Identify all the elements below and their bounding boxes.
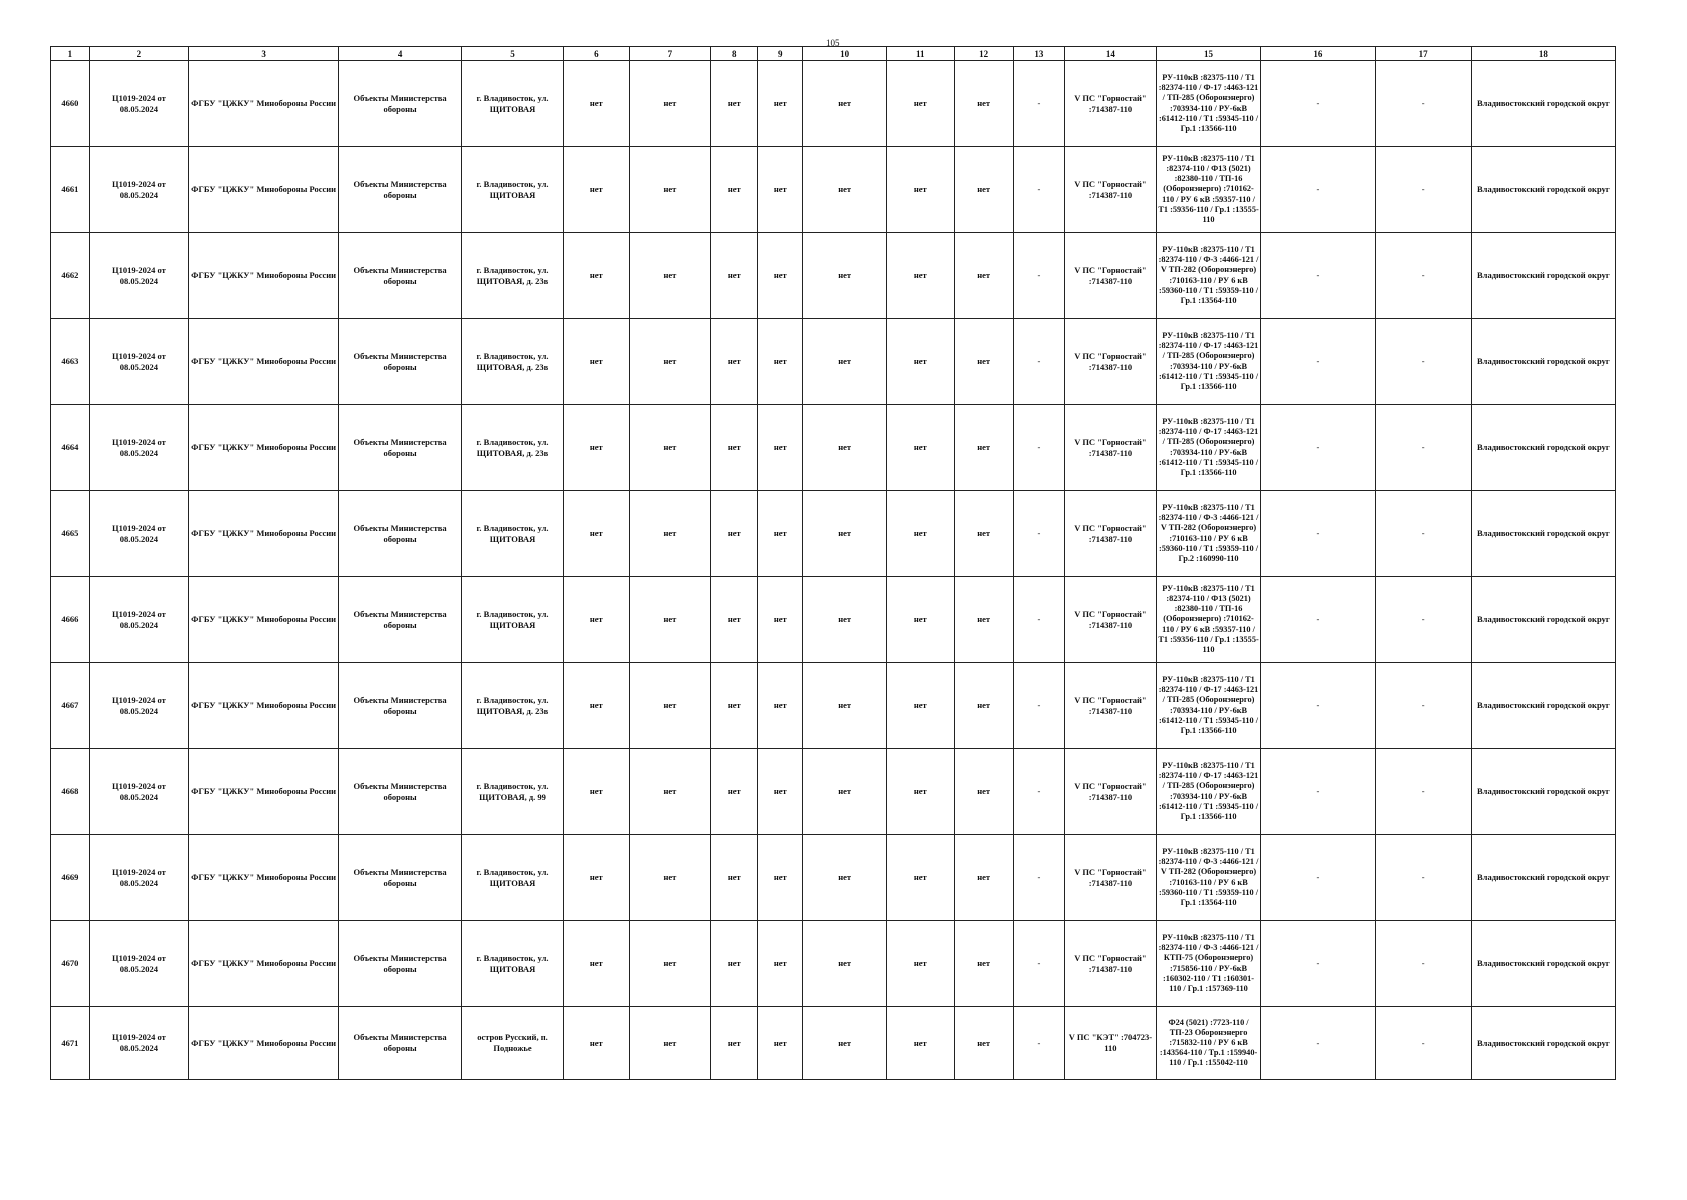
col-9-cell: нет [758, 835, 803, 921]
col-9-cell: нет [758, 233, 803, 319]
col-12-cell: нет [954, 577, 1013, 663]
col-8-cell: нет [711, 749, 758, 835]
municipality-cell: Владивостокский городской округ [1471, 577, 1615, 663]
col-17-cell: - [1375, 921, 1471, 1007]
col-7-cell: нет [629, 1007, 711, 1080]
document-number-cell: Ц1019-2024 от 08.05.2024 [89, 147, 188, 233]
object-name-cell: Объекты Министерства обороны [339, 61, 462, 147]
address-cell: г. Владивосток, ул. ЩИТОВАЯ, д. 23в [461, 405, 563, 491]
applicant-cell: ФГБУ "ЦЖКУ" Минобороны России [188, 577, 338, 663]
row-number-cell: 4661 [51, 147, 90, 233]
table-row [51, 61, 1616, 147]
row-number-cell: 4667 [51, 663, 90, 749]
table-row [51, 147, 1616, 233]
row-number-cell: 4669 [51, 835, 90, 921]
col-11-cell: нет [887, 835, 954, 921]
address-cell: остров Русский, п. Подножье [461, 1007, 563, 1080]
column-header: 13 [1013, 47, 1064, 61]
col-12-cell: нет [954, 61, 1013, 147]
col-13-cell: - [1013, 1007, 1064, 1080]
table-row [51, 233, 1616, 319]
connection-path-cell: РУ-110кВ :82375-110 / Т1 :82374-110 / Ф-3 :4466-121 / V ТП-282 (Оборонэнерго) :710163-110 / РУ 6 кВ :59360-110 / Т1 :59359-110 / Гр.1 :13564-110 [1156, 233, 1260, 319]
column-header: 10 [803, 47, 887, 61]
col-6-cell: нет [564, 921, 629, 1007]
col-12-cell: нет [954, 233, 1013, 319]
applicant-cell: ФГБУ "ЦЖКУ" Минобороны России [188, 663, 338, 749]
substation-cell: V ПС "Горностай" :714387-110 [1064, 319, 1156, 405]
document-number-cell: Ц1019-2024 от 08.05.2024 [89, 1007, 188, 1080]
col-12-cell: нет [954, 405, 1013, 491]
col-10-cell: нет [803, 1007, 887, 1080]
col-7-cell: нет [629, 749, 711, 835]
col-16-cell: - [1261, 491, 1375, 577]
col-13-cell: - [1013, 491, 1064, 577]
col-16-cell: - [1261, 1007, 1375, 1080]
col-13-cell: - [1013, 921, 1064, 1007]
document-number-cell: Ц1019-2024 от 08.05.2024 [89, 319, 188, 405]
address-cell: г. Владивосток, ул. ЩИТОВАЯ [461, 61, 563, 147]
col-8-cell: нет [711, 921, 758, 1007]
substation-cell: V ПС "Горностай" :714387-110 [1064, 491, 1156, 577]
object-name-cell: Объекты Министерства обороны [339, 233, 462, 319]
municipality-cell: Владивостокский городской округ [1471, 921, 1615, 1007]
connection-path-cell: РУ-110кВ :82375-110 / Т1 :82374-110 / Ф-17 :4463-121 / ТП-285 (Оборонэнерго) :703934-110 / РУ-6кВ :61412-110 / Т1 :59345-110 / Гр.1 :13566-110 [1156, 319, 1260, 405]
col-6-cell: нет [564, 663, 629, 749]
column-header: 15 [1156, 47, 1260, 61]
municipality-cell: Владивостокский городской округ [1471, 835, 1615, 921]
col-7-cell: нет [629, 233, 711, 319]
object-name-cell: Объекты Министерства обороны [339, 577, 462, 663]
table-row [51, 1007, 1616, 1080]
col-12-cell: нет [954, 663, 1013, 749]
col-12-cell: нет [954, 835, 1013, 921]
col-10-cell: нет [803, 577, 887, 663]
address-cell: г. Владивосток, ул. ЩИТОВАЯ, д. 23в [461, 319, 563, 405]
applicant-cell: ФГБУ "ЦЖКУ" Минобороны России [188, 1007, 338, 1080]
applicant-cell: ФГБУ "ЦЖКУ" Минобороны России [188, 835, 338, 921]
substation-cell: V ПС "КЭТ" :704723-110 [1064, 1007, 1156, 1080]
col-11-cell: нет [887, 577, 954, 663]
col-11-cell: нет [887, 663, 954, 749]
col-7-cell: нет [629, 835, 711, 921]
municipality-cell: Владивостокский городской округ [1471, 663, 1615, 749]
col-10-cell: нет [803, 147, 887, 233]
address-cell: г. Владивосток, ул. ЩИТОВАЯ [461, 147, 563, 233]
connection-path-cell: РУ-110кВ :82375-110 / Т1 :82374-110 / Ф-17 :4463-121 / ТП-285 (Оборонэнерго) :703934-110 / РУ-6кВ :61412-110 / Т1 :59345-110 / Гр.1 :13566-110 [1156, 749, 1260, 835]
municipality-cell: Владивостокский городской округ [1471, 147, 1615, 233]
document-number-cell: Ц1019-2024 от 08.05.2024 [89, 405, 188, 491]
col-6-cell: нет [564, 147, 629, 233]
col-9-cell: нет [758, 749, 803, 835]
col-17-cell: - [1375, 1007, 1471, 1080]
row-number-cell: 4665 [51, 491, 90, 577]
col-13-cell: - [1013, 663, 1064, 749]
col-7-cell: нет [629, 577, 711, 663]
column-header: 2 [89, 47, 188, 61]
col-7-cell: нет [629, 147, 711, 233]
col-12-cell: нет [954, 319, 1013, 405]
object-name-cell: Объекты Министерства обороны [339, 1007, 462, 1080]
column-header: 5 [461, 47, 563, 61]
col-6-cell: нет [564, 319, 629, 405]
col-7-cell: нет [629, 405, 711, 491]
row-number-cell: 4670 [51, 921, 90, 1007]
object-name-cell: Объекты Министерства обороны [339, 147, 462, 233]
col-7-cell: нет [629, 61, 711, 147]
col-11-cell: нет [887, 1007, 954, 1080]
applicant-cell: ФГБУ "ЦЖКУ" Минобороны России [188, 405, 338, 491]
connection-path-cell: РУ-110кВ :82375-110 / Т1 :82374-110 / Ф-17 :4463-121 / ТП-285 (Оборонэнерго) :703934-110 / РУ-6кВ :61412-110 / Т1 :59345-110 / Гр.1 :13566-110 [1156, 405, 1260, 491]
connection-path-cell: РУ-110кВ :82375-110 / Т1 :82374-110 / Ф13 (5021) :82380-110 / ТП-16 (Оборонэнерго) :710162-110 / РУ 6 кВ :59357-110 / Т1 :59356-110 / Гр.1 :13555-110 [1156, 577, 1260, 663]
col-11-cell: нет [887, 405, 954, 491]
row-number-cell: 4660 [51, 61, 90, 147]
col-6-cell: нет [564, 491, 629, 577]
col-6-cell: нет [564, 749, 629, 835]
col-17-cell: - [1375, 319, 1471, 405]
col-17-cell: - [1375, 749, 1471, 835]
col-8-cell: нет [711, 491, 758, 577]
col-16-cell: - [1261, 405, 1375, 491]
table-row [51, 921, 1616, 1007]
applicant-cell: ФГБУ "ЦЖКУ" Минобороны России [188, 921, 338, 1007]
col-6-cell: нет [564, 1007, 629, 1080]
substation-cell: V ПС "Горностай" :714387-110 [1064, 405, 1156, 491]
col-7-cell: нет [629, 491, 711, 577]
col-11-cell: нет [887, 233, 954, 319]
row-number-cell: 4671 [51, 1007, 90, 1080]
col-6-cell: нет [564, 577, 629, 663]
column-header: 17 [1375, 47, 1471, 61]
col-11-cell: нет [887, 921, 954, 1007]
col-16-cell: - [1261, 749, 1375, 835]
substation-cell: V ПС "Горностай" :714387-110 [1064, 749, 1156, 835]
registry-table [50, 46, 1616, 1080]
col-17-cell: - [1375, 663, 1471, 749]
col-16-cell: - [1261, 319, 1375, 405]
substation-cell: V ПС "Горностай" :714387-110 [1064, 921, 1156, 1007]
col-6-cell: нет [564, 835, 629, 921]
connection-path-cell: РУ-110кВ :82375-110 / Т1 :82374-110 / Ф-17 :4463-121 / ТП-285 (Оборонэнерго) :703934-110 / РУ-6кВ :61412-110 / Т1 :59345-110 / Гр.1 :13566-110 [1156, 663, 1260, 749]
table-body [51, 61, 1616, 1080]
applicant-cell: ФГБУ "ЦЖКУ" Минобороны России [188, 319, 338, 405]
col-13-cell: - [1013, 835, 1064, 921]
address-cell: г. Владивосток, ул. ЩИТОВАЯ [461, 921, 563, 1007]
address-cell: г. Владивосток, ул. ЩИТОВАЯ [461, 835, 563, 921]
table-row [51, 491, 1616, 577]
col-9-cell: нет [758, 491, 803, 577]
col-9-cell: нет [758, 921, 803, 1007]
col-10-cell: нет [803, 663, 887, 749]
col-9-cell: нет [758, 61, 803, 147]
substation-cell: V ПС "Горностай" :714387-110 [1064, 233, 1156, 319]
table-row [51, 749, 1616, 835]
address-cell: г. Владивосток, ул. ЩИТОВАЯ [461, 577, 563, 663]
column-header: 8 [711, 47, 758, 61]
applicant-cell: ФГБУ "ЦЖКУ" Минобороны России [188, 491, 338, 577]
municipality-cell: Владивостокский городской округ [1471, 491, 1615, 577]
table-row [51, 319, 1616, 405]
col-10-cell: нет [803, 921, 887, 1007]
applicant-cell: ФГБУ "ЦЖКУ" Минобороны России [188, 233, 338, 319]
col-8-cell: нет [711, 405, 758, 491]
col-13-cell: - [1013, 233, 1064, 319]
column-header: 4 [339, 47, 462, 61]
col-8-cell: нет [711, 835, 758, 921]
substation-cell: V ПС "Горностай" :714387-110 [1064, 835, 1156, 921]
col-16-cell: - [1261, 147, 1375, 233]
col-17-cell: - [1375, 835, 1471, 921]
col-8-cell: нет [711, 1007, 758, 1080]
col-17-cell: - [1375, 147, 1471, 233]
col-8-cell: нет [711, 233, 758, 319]
municipality-cell: Владивостокский городской округ [1471, 1007, 1615, 1080]
col-7-cell: нет [629, 663, 711, 749]
col-11-cell: нет [887, 749, 954, 835]
document-number-cell: Ц1019-2024 от 08.05.2024 [89, 491, 188, 577]
col-7-cell: нет [629, 319, 711, 405]
col-16-cell: - [1261, 835, 1375, 921]
connection-path-cell: РУ-110кВ :82375-110 / Т1 :82374-110 / Ф-17 :4463-121 / ТП-285 (Оборонэнерго) :703934-110 / РУ-6кВ :61412-110 / Т1 :59345-110 / Гр.1 :13566-110 [1156, 61, 1260, 147]
col-17-cell: - [1375, 61, 1471, 147]
object-name-cell: Объекты Министерства обороны [339, 663, 462, 749]
col-10-cell: нет [803, 233, 887, 319]
document-number-cell: Ц1019-2024 от 08.05.2024 [89, 233, 188, 319]
col-10-cell: нет [803, 405, 887, 491]
col-13-cell: - [1013, 749, 1064, 835]
municipality-cell: Владивостокский городской округ [1471, 319, 1615, 405]
applicant-cell: ФГБУ "ЦЖКУ" Минобороны России [188, 147, 338, 233]
col-16-cell: - [1261, 233, 1375, 319]
document-number-cell: Ц1019-2024 от 08.05.2024 [89, 577, 188, 663]
col-13-cell: - [1013, 61, 1064, 147]
col-8-cell: нет [711, 319, 758, 405]
col-17-cell: - [1375, 491, 1471, 577]
col-9-cell: нет [758, 405, 803, 491]
applicant-cell: ФГБУ "ЦЖКУ" Минобороны России [188, 61, 338, 147]
col-10-cell: нет [803, 749, 887, 835]
municipality-cell: Владивостокский городской округ [1471, 405, 1615, 491]
col-10-cell: нет [803, 319, 887, 405]
substation-cell: V ПС "Горностай" :714387-110 [1064, 147, 1156, 233]
column-header: 9 [758, 47, 803, 61]
table-row [51, 663, 1616, 749]
object-name-cell: Объекты Министерства обороны [339, 835, 462, 921]
col-16-cell: - [1261, 921, 1375, 1007]
row-number-cell: 4663 [51, 319, 90, 405]
connection-path-cell: РУ-110кВ :82375-110 / Т1 :82374-110 / Ф-3 :4466-121 / КТП-75 (Оборонэнерго) :715856-110 / РУ-6кВ :160302-110 / Т1 :160301-110 / Гр.1 :157369-110 [1156, 921, 1260, 1007]
substation-cell: V ПС "Горностай" :714387-110 [1064, 577, 1156, 663]
substation-cell: V ПС "Горностай" :714387-110 [1064, 663, 1156, 749]
column-header: 7 [629, 47, 711, 61]
object-name-cell: Объекты Министерства обороны [339, 491, 462, 577]
col-8-cell: нет [711, 663, 758, 749]
header-row [51, 47, 1616, 61]
object-name-cell: Объекты Министерства обороны [339, 749, 462, 835]
col-13-cell: - [1013, 405, 1064, 491]
col-9-cell: нет [758, 663, 803, 749]
connection-path-cell: РУ-110кВ :82375-110 / Т1 :82374-110 / Ф13 (5021) :82380-110 / ТП-16 (Оборонэнерго) :710162-110 / РУ 6 кВ :59357-110 / Т1 :59356-110 / Гр.1 :13555-110 [1156, 147, 1260, 233]
connection-path-cell: Ф24 (5021) :7723-110 / ТП-23 Оборонэнерго :715832-110 / РУ 6 кВ :143564-110 / Тр.1 :159940-110 / Гр.1 :155042-110 [1156, 1007, 1260, 1080]
col-9-cell: нет [758, 577, 803, 663]
col-10-cell: нет [803, 491, 887, 577]
col-7-cell: нет [629, 921, 711, 1007]
document-number-cell: Ц1019-2024 от 08.05.2024 [89, 749, 188, 835]
column-header: 3 [188, 47, 338, 61]
object-name-cell: Объекты Министерства обороны [339, 319, 462, 405]
column-header: 14 [1064, 47, 1156, 61]
address-cell: г. Владивосток, ул. ЩИТОВАЯ, д. 99 [461, 749, 563, 835]
col-13-cell: - [1013, 147, 1064, 233]
column-header: 16 [1261, 47, 1375, 61]
address-cell: г. Владивосток, ул. ЩИТОВАЯ, д. 23в [461, 663, 563, 749]
row-number-cell: 4662 [51, 233, 90, 319]
document-number-cell: Ц1019-2024 от 08.05.2024 [89, 61, 188, 147]
address-cell: г. Владивосток, ул. ЩИТОВАЯ [461, 491, 563, 577]
table-row [51, 405, 1616, 491]
col-9-cell: нет [758, 319, 803, 405]
municipality-cell: Владивостокский городской округ [1471, 233, 1615, 319]
col-16-cell: - [1261, 61, 1375, 147]
col-17-cell: - [1375, 577, 1471, 663]
column-header: 6 [564, 47, 629, 61]
object-name-cell: Объекты Министерства обороны [339, 921, 462, 1007]
column-header: 1 [51, 47, 90, 61]
col-11-cell: нет [887, 147, 954, 233]
col-11-cell: нет [887, 319, 954, 405]
col-10-cell: нет [803, 835, 887, 921]
table-row [51, 577, 1616, 663]
object-name-cell: Объекты Министерства обороны [339, 405, 462, 491]
col-13-cell: - [1013, 577, 1064, 663]
column-header: 12 [954, 47, 1013, 61]
municipality-cell: Владивостокский городской округ [1471, 61, 1615, 147]
document-number-cell: Ц1019-2024 от 08.05.2024 [89, 921, 188, 1007]
col-12-cell: нет [954, 749, 1013, 835]
substation-cell: V ПС "Горностай" :714387-110 [1064, 61, 1156, 147]
document-number-cell: Ц1019-2024 от 08.05.2024 [89, 835, 188, 921]
col-17-cell: - [1375, 405, 1471, 491]
connection-path-cell: РУ-110кВ :82375-110 / Т1 :82374-110 / Ф-3 :4466-121 / V ТП-282 (Оборонэнерго) :710163-110 / РУ 6 кВ :59360-110 / Т1 :59359-110 / Гр.1 :13564-110 [1156, 835, 1260, 921]
col-12-cell: нет [954, 491, 1013, 577]
col-9-cell: нет [758, 147, 803, 233]
column-header: 11 [887, 47, 954, 61]
col-8-cell: нет [711, 61, 758, 147]
document-number-cell: Ц1019-2024 от 08.05.2024 [89, 663, 188, 749]
col-12-cell: нет [954, 921, 1013, 1007]
col-6-cell: нет [564, 405, 629, 491]
col-9-cell: нет [758, 1007, 803, 1080]
table-row [51, 835, 1616, 921]
col-8-cell: нет [711, 577, 758, 663]
address-cell: г. Владивосток, ул. ЩИТОВАЯ, д. 23в [461, 233, 563, 319]
col-11-cell: нет [887, 61, 954, 147]
municipality-cell: Владивостокский городской округ [1471, 749, 1615, 835]
col-11-cell: нет [887, 491, 954, 577]
page-number: 105 [826, 38, 840, 48]
col-17-cell: - [1375, 233, 1471, 319]
row-number-cell: 4664 [51, 405, 90, 491]
col-12-cell: нет [954, 147, 1013, 233]
col-16-cell: - [1261, 577, 1375, 663]
row-number-cell: 4666 [51, 577, 90, 663]
col-16-cell: - [1261, 663, 1375, 749]
col-10-cell: нет [803, 61, 887, 147]
col-12-cell: нет [954, 1007, 1013, 1080]
row-number-cell: 4668 [51, 749, 90, 835]
col-6-cell: нет [564, 233, 629, 319]
connection-path-cell: РУ-110кВ :82375-110 / Т1 :82374-110 / Ф-3 :4466-121 / V ТП-282 (Оборонэнерго) :710163-110 / РУ 6 кВ :59360-110 / Т1 :59359-110 / Гр.2 :160990-110 [1156, 491, 1260, 577]
column-header: 18 [1471, 47, 1615, 61]
col-6-cell: нет [564, 61, 629, 147]
col-8-cell: нет [711, 147, 758, 233]
applicant-cell: ФГБУ "ЦЖКУ" Минобороны России [188, 749, 338, 835]
col-13-cell: - [1013, 319, 1064, 405]
